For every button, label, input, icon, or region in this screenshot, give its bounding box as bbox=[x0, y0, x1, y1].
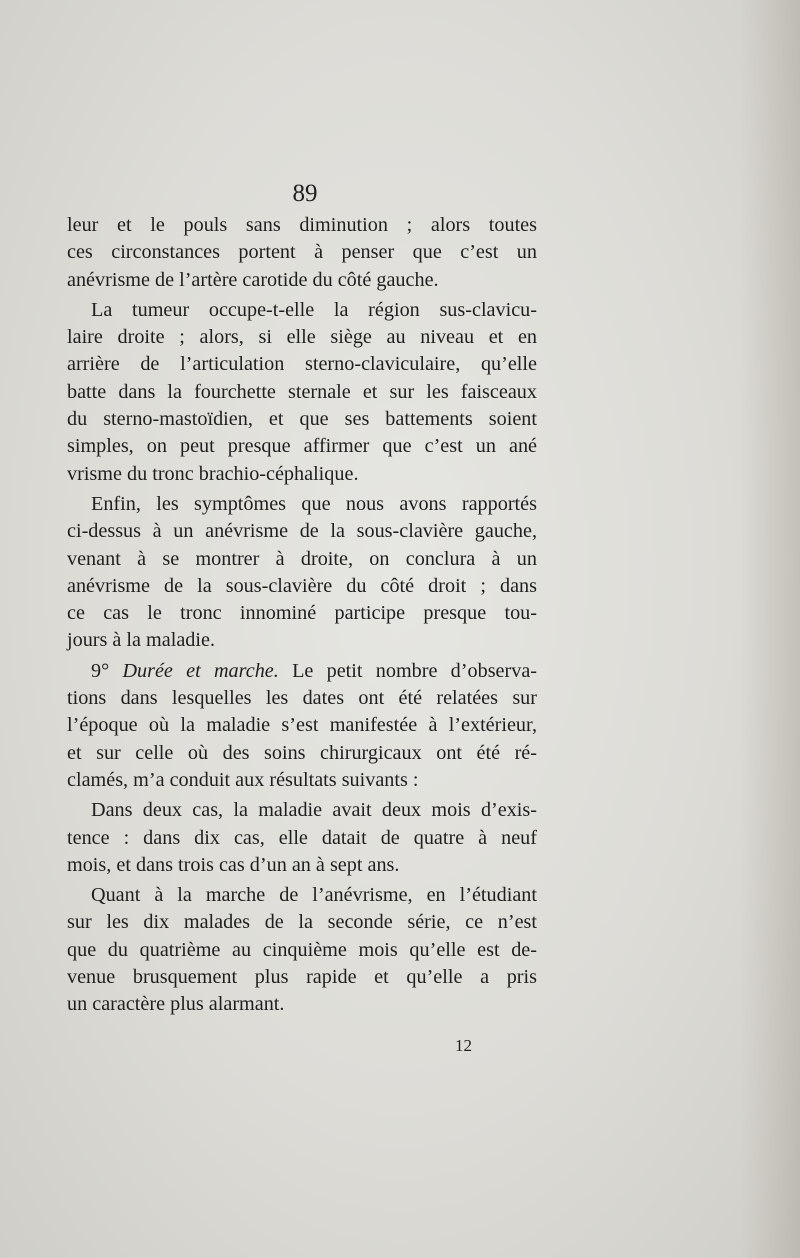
text-line: jours à la maladie. bbox=[67, 629, 215, 652]
text-line: sur les dix malades de la seconde série, ce n’est bbox=[67, 911, 537, 934]
text-line: que du quatrième au cinquième mois qu’elle est de- bbox=[67, 938, 537, 961]
text-line: venue brusquement plus rapide et qu’elle a pris bbox=[67, 966, 537, 989]
text-line: anévrisme de l’artère carotide du côté gauche. bbox=[67, 268, 439, 291]
page-edge-shadow bbox=[740, 0, 800, 1258]
text-line: du sterno-mastoïdien, et que ses battements soient bbox=[67, 408, 537, 431]
text-line: mois, et dans trois cas d’un an à sept ans. bbox=[67, 853, 400, 876]
text-line: tions dans lesquelles les dates ont été relatées sur bbox=[67, 687, 537, 710]
section-title: Durée et marche. bbox=[122, 659, 279, 682]
paragraph-6 bbox=[67, 882, 537, 1018]
section-heading-line bbox=[67, 658, 537, 685]
body-text bbox=[67, 212, 537, 1019]
paragraph-4 bbox=[67, 658, 537, 794]
text-line-rest: Le petit nombre d’observa- bbox=[292, 659, 538, 682]
text-line: anévrisme de la sous-clavière du côté droit ; dans bbox=[67, 574, 537, 597]
text-line: simples, on peut presque affirmer que c’est un ané bbox=[67, 435, 537, 458]
text-line: venant à se montrer à droite, on conclura à un bbox=[67, 547, 537, 570]
text-line: Quant à la marche de l’anévrisme, en l’étudiant bbox=[91, 884, 537, 907]
paragraph-2 bbox=[67, 297, 537, 488]
text-line: leur et le pouls sans diminution ; alors toutes bbox=[67, 214, 537, 236]
text-line: ci-dessus à un anévrisme de la sous-clavière gauche, bbox=[67, 520, 537, 543]
text-line: et sur celle où des soins chirurgicaux ont été ré- bbox=[67, 741, 537, 764]
text-line: ces circonstances portent à penser que c’est un bbox=[67, 241, 537, 264]
paragraph-5 bbox=[67, 797, 537, 879]
text-line: vrisme du tronc brachio-céphalique. bbox=[67, 462, 359, 485]
text-line: Enfin, les symptômes que nous avons rapportés bbox=[91, 492, 537, 515]
text-line: tence : dans dix cas, elle datait de quatre à neuf bbox=[67, 826, 537, 849]
paragraph-3 bbox=[67, 491, 537, 655]
section-number: 9° bbox=[91, 659, 110, 682]
paragraph-1 bbox=[67, 212, 537, 294]
text-line: La tumeur occupe-t-elle la région sus-clavicu- bbox=[91, 298, 537, 321]
signature-mark: 12 bbox=[455, 1036, 472, 1055]
page-number: 89 bbox=[292, 180, 318, 207]
text-line: Dans deux cas, la maladie avait deux mois d’exis- bbox=[91, 799, 537, 822]
text-line: un caractère plus alarmant. bbox=[67, 993, 285, 1016]
text-line: batte dans la fourchette sternale et sur les faisceaux bbox=[67, 380, 537, 403]
text-line: ce cas le tronc innominé participe presque tou- bbox=[67, 602, 537, 625]
text-line: arrière de l’articulation sterno-claviculaire, qu’elle bbox=[67, 353, 537, 376]
text-line: laire droite ; alors, si elle siège au niveau et en bbox=[67, 326, 537, 349]
text-line: clamés, m’a conduit aux résultats suivants : bbox=[67, 768, 419, 791]
text-line: l’époque où la maladie s’est manifestée à l’extérieur, bbox=[67, 714, 537, 737]
